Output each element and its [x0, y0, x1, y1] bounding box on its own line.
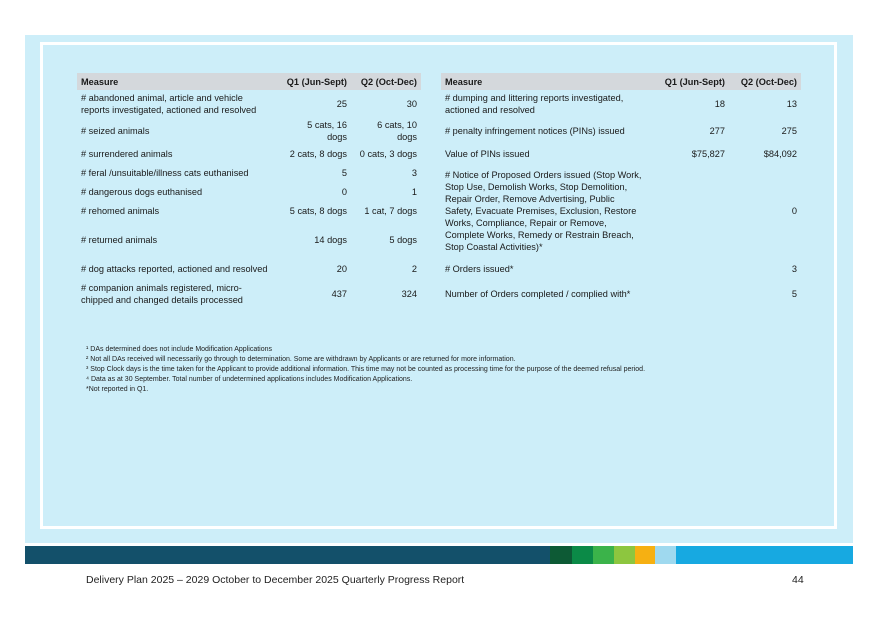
compliance-measures-table — [441, 73, 801, 308]
q2-cell: 6 cats, 10 dogs — [377, 120, 417, 142]
q2-cell: 2 — [411, 264, 417, 274]
q2-cell: 30 — [406, 98, 417, 109]
measure-cell: Number of Orders completed / complied with* — [445, 288, 631, 299]
table-row — [441, 279, 801, 308]
q1-cell: 277 — [709, 126, 725, 136]
q1-cell: 14 dogs — [314, 234, 347, 245]
measure-cell: # surrendered animals — [81, 149, 173, 159]
q2-cell: 1 — [411, 186, 417, 197]
q1-cell: 18 — [714, 98, 725, 109]
table-row — [441, 90, 801, 117]
measure-cell: # returned animals — [81, 234, 158, 245]
column-header-q2: Q2 (Oct-Dec) — [351, 73, 421, 90]
color-bar-segment — [572, 546, 593, 564]
measure-cell: # Notice of Proposed Orders issued (Stop Work, Stop Use, Demolish Works, Stop Demolition, Repair Order, Remove Advertising, Public Safety, Evacuate Premises, Exclusion, Restore Works, Compliance, Repair or Remove, Complete Works, Remedy or Restrain Breach, Stop Coastal Activities)* — [445, 170, 642, 252]
measure-cell: # dumping and littering reports investigated, actioned and resolved — [445, 92, 624, 115]
q2-cell: 324 — [401, 288, 417, 299]
q1-cell: $75,827 — [691, 149, 725, 159]
table-row — [441, 117, 801, 145]
footer-color-bar — [25, 546, 853, 564]
footnote: ² Not all DAs received will necessarily go through to determination. Some are withdrawn by Applicants or are returned for more information. — [86, 356, 516, 363]
column-header-q2: Q2 (Oct-Dec) — [729, 73, 801, 90]
measure-cell: # dog attacks reported, actioned and resolved — [81, 264, 268, 274]
table-row — [441, 163, 801, 259]
color-bar-dark-segment — [25, 546, 550, 564]
footer-title: Delivery Plan 2025 – 2029 October to December 2025 Quarterly Progress Report — [86, 574, 465, 586]
table-row — [77, 90, 421, 117]
q2-cell: 0 — [791, 206, 797, 216]
measure-cell: # seized animals — [81, 126, 150, 136]
table-row — [77, 145, 421, 163]
column-header-q1: Q1 (Jun-Sept) — [647, 73, 729, 90]
footnote: ¹ DAs determined does not include Modification Applications — [86, 346, 272, 353]
measure-cell: # abandoned animal, article and vehicle reports investigated, actioned and resolved — [81, 92, 257, 115]
column-header-measure: Measure — [441, 73, 647, 90]
animal-measures-table — [77, 73, 421, 308]
q2-cell: 0 cats, 3 dogs — [359, 149, 417, 159]
measure-cell: # feral /unsuitable/illness cats euthanised — [81, 167, 249, 178]
q1-cell: 5 cats, 16 dogs — [307, 120, 347, 142]
q1-cell: 5 cats, 8 dogs — [289, 205, 347, 216]
q2-cell: 5 dogs — [389, 234, 417, 245]
table-row — [77, 220, 421, 259]
table-header-row — [441, 73, 801, 90]
column-header-measure: Measure — [77, 73, 277, 90]
q1-cell: 0 — [341, 186, 347, 197]
table-header-row — [77, 73, 421, 90]
color-bar-segment — [655, 546, 676, 564]
table-row — [77, 163, 421, 182]
q1-cell: 5 — [341, 167, 347, 178]
color-bar-segment — [614, 546, 635, 564]
color-bar-segment — [550, 546, 572, 564]
footnote: ³ Stop Clock days is the time taken for the Applicant to provide additional information. This time may not be counted as processing time for the purpose of the deemed refusal period. — [86, 366, 646, 373]
color-bar-segment — [635, 546, 655, 564]
footnote: ⁴ Data as at 30 September. Total number of undetermined applications includes Modification Applications. — [86, 376, 413, 383]
measure-cell: # penalty infringement notices (PINs) issued — [445, 126, 625, 136]
q1-cell: 437 — [331, 288, 347, 299]
q1-cell: 20 — [336, 264, 347, 274]
measure-cell: # dangerous dogs euthanised — [81, 186, 203, 197]
page-number: 44 — [792, 574, 804, 586]
q1-cell — [647, 163, 729, 259]
q2-cell: 3 — [411, 167, 417, 178]
table-row — [77, 117, 421, 145]
footnotes — [86, 345, 645, 395]
q2-cell: 3 — [791, 264, 797, 274]
q1-cell: 25 — [336, 98, 347, 109]
q1-cell — [647, 279, 729, 308]
color-bar-segment — [676, 546, 853, 564]
q2-cell: 13 — [786, 98, 797, 109]
table-row — [77, 279, 421, 308]
q2-cell: $84,092 — [763, 149, 797, 159]
q2-cell: 275 — [781, 126, 797, 136]
q1-cell: 2 cats, 8 dogs — [289, 149, 347, 159]
column-header-q1: Q1 (Jun-Sept) — [277, 73, 351, 90]
table-row — [441, 259, 801, 279]
color-bar-segment — [593, 546, 614, 564]
measure-cell: # companion animals registered, micro-chipped and changed details processed — [81, 282, 243, 305]
table-row — [77, 259, 421, 279]
footnote: *Not reported in Q1. — [86, 386, 149, 393]
table-row — [441, 145, 801, 163]
measure-cell: # rehomed animals — [81, 205, 160, 216]
table-row — [77, 182, 421, 201]
q2-cell: 5 — [791, 288, 797, 299]
table-row — [77, 201, 421, 220]
q1-cell — [647, 259, 729, 279]
q2-cell: 1 cat, 7 dogs — [364, 205, 417, 216]
measure-cell: Value of PINs issued — [445, 149, 530, 159]
measure-cell: # Orders issued* — [445, 264, 514, 274]
